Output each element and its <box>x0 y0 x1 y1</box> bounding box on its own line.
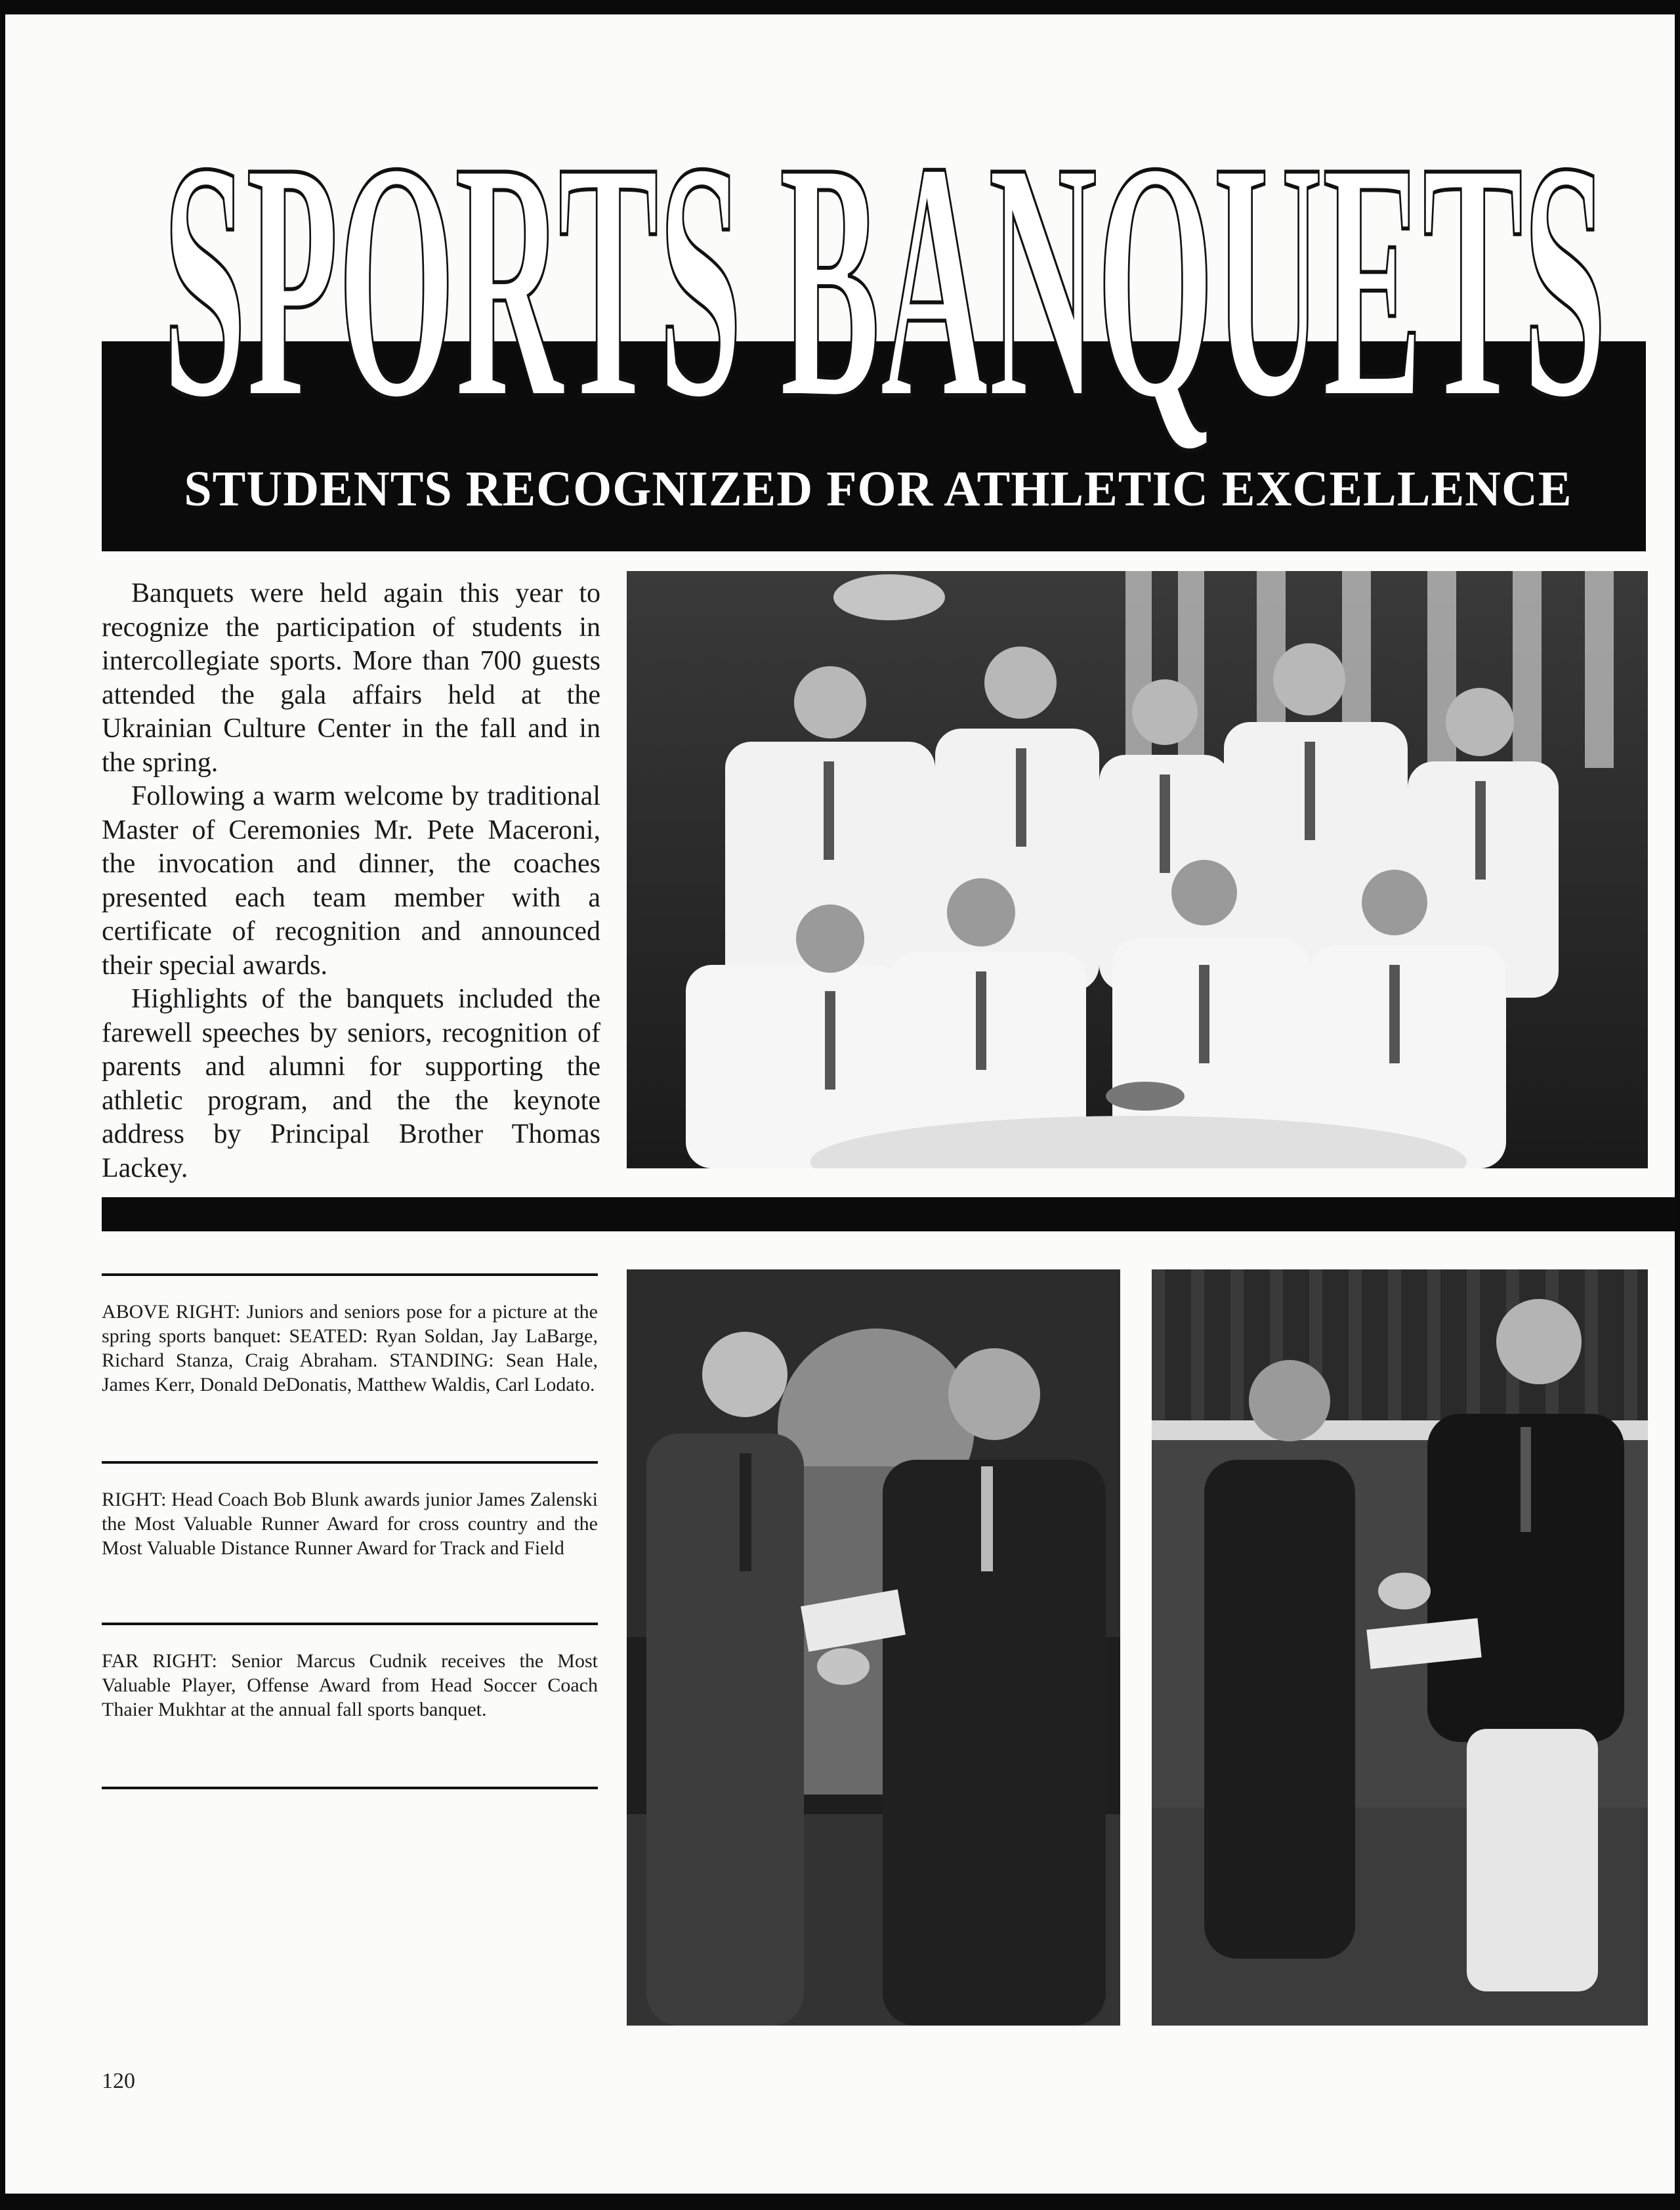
yearbook-page <box>5 14 1675 2194</box>
caption-rule <box>102 1787 598 1789</box>
headline-text: SPORTS BANQUETS <box>163 113 1606 454</box>
body-paragraph: Banquets were held again this year to recognize the participation of students in intercollegiate sports. More than 700 guests attended the gala affairs held at the Ukrainian Culture Center in the fall and in the spring. <box>102 578 600 778</box>
caption-right: RIGHT: Head Coach Bob Blunk awards junior James Zalenski the Most Valuable Runner Award for cross country and the Most Valuable Distance Runner Award for Track and Field <box>102 1489 598 1559</box>
divider-band <box>102 1197 1675 1231</box>
article-body <box>102 577 600 1185</box>
body-paragraph: Following a warm welcome by traditional Master of Ceremonies Mr. Pete Maceroni, the invocation and dinner, the coaches presented each team member with a certificate of recognition and announced their special awards. <box>102 781 600 981</box>
subtitle: STUDENTS RECOGNIZED FOR ATHLETIC EXCELLENCE <box>184 461 1572 517</box>
caption-rule <box>102 1623 598 1625</box>
caption-above-right: ABOVE RIGHT: Juniors and seniors pose for a picture at the spring sports banquet: SEATED: Ryan Soldan, Jay LaBarge, Richard Stanza, Craig Abraham. STANDING: Sean Hale, James Kerr, Donald DeDonatis, Matthew Waldis, Carl Lodato. <box>102 1301 598 1395</box>
caption-rule <box>102 1461 598 1464</box>
caption-rule <box>102 1273 598 1276</box>
award-photo-cross-country <box>627 1269 1120 2026</box>
group-photo <box>627 571 1648 1168</box>
headline <box>150 113 1620 454</box>
caption-far-right: FAR RIGHT: Senior Marcus Cudnik receives the Most Valuable Player, Offense Award from Head Soccer Coach Thaier Mukhtar at the annual fall sports banquet. <box>102 1650 598 1720</box>
page-number: 120 <box>102 2069 135 2093</box>
body-paragraph: Highlights of the banquets included the farewell speeches by seniors, recognition of parents and alumni for supporting the athletic program, and the the keynote address by Principal Brother Thomas Lackey. <box>102 984 600 1183</box>
award-photo-soccer <box>1152 1269 1648 2026</box>
